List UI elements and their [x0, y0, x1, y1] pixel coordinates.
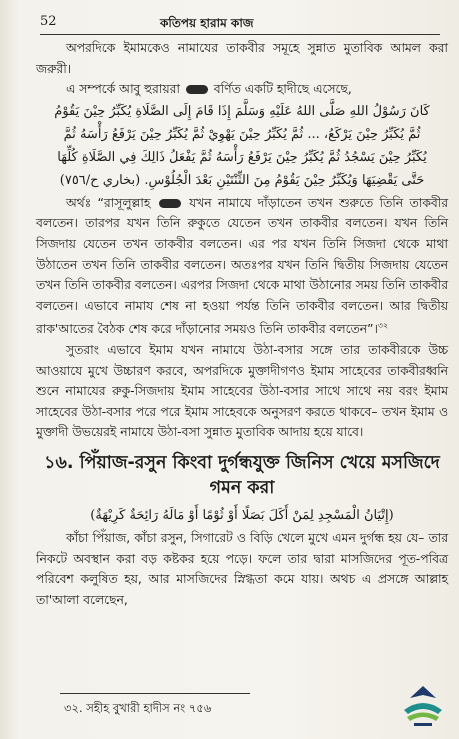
- paragraph-hadith-meaning: [36, 193, 448, 340]
- page-header: [40, 12, 440, 35]
- page-body: [36, 38, 448, 610]
- paragraph-bad-smell: কাঁচা পিঁয়াজ, কাঁচা রসুন, সিগারেট ও বিড়ি খেলে মুখে এমন দুর্গন্ধ হয় যে– তার নিকটে অবস্থান করা বড় কষ্টকর হয়ে পড়ে। ফলে তার দ্বারা মাসজিদের পূত-পবিত্র পরিবেশ কলুষিত হয়, আর মাসজিদের স্নিগ্ধতা কমে যায়। অথচ এ প্রসঙ্গে আল্লাহ তা'আলা বলেছেন,: [36, 531, 448, 607]
- arabic-hadith-line: ثُمَّ يُكَبِّرُ حِيْنَ يَرْكَعُ، ... ثُمَّ يُكَبِّرُ حِيْنَ يَهْوِيْ ثُمَّ يُكَبِّرُ حِيْنَ يَرْفَعُ رَأْسَهُ ثُمَّ: [63, 126, 421, 142]
- footnote-reference: ৩২: [377, 321, 389, 331]
- arabic-section-subtitle: (إِتْيَانُ الْمَسْجِدِ لِمَنْ أَكَلَ بَصَلًا أَوْ ثُوْمًا أَوْ مَالَهُ رَائِحَةٌ كَرِيْهَةٌ): [90, 508, 394, 523]
- section-heading: ১৬. পিঁয়াজ-রসুন কিংবা দুর্গন্ধযুক্ত জিনিস খেয়ে মসজিদে গমন করা: [44, 453, 440, 498]
- meaning-label-text: অর্থঃ “রাসূলুল্লাহ: [66, 195, 151, 210]
- arabic-hadith-line: حَتَّى يَقْضِيَهَا وَيُكَبِّرُ حِيْنَ يَقُوْمُ مِنَ الثِّنْتَيْنِ بَعْدَ الْجُلُوْسِ. (بخاري ح/٧٥٦): [59, 172, 425, 188]
- paragraph-imam-takbir: অপরদিকে ইমামকেও নামাযের তাকবীর সমূহে সুন্নাত মুতাবিক আমল করা জরুরী।: [36, 41, 448, 76]
- publisher-logo-icon: [400, 684, 446, 730]
- arabic-hadith-block: [36, 101, 448, 191]
- radiyallahu-honorific-icon: [186, 85, 208, 94]
- page-number: 52: [40, 14, 57, 29]
- arabic-hadith-line: يُكَبِّرُ حِيْنَ يَسْجُدُ ثُمَّ يُكَبِّرُ حِيْنَ يَرْفَعُ رَأْسَهُ ثُمَّ يَفْعَلُ ذَالِكَ فِي الصَّلَاةِ كُلِّهَا: [57, 149, 427, 165]
- paragraph-hadith-intro: [36, 79, 448, 100]
- sallallahu-honorific-icon: [159, 199, 181, 208]
- meaning-text: যখন নামাযে দাঁড়াতেন তখন শুরুতে তিনি তাকবীর বলতেন। তারপর যখন তিনি রুকুতে যেতেন তখন তাকবীর বলতেন। যখন তিনি সিজদায় যেতেন তখন তাকবীর বলতেন। এর পর যখন তিনি সিজদা থেকে মাথা উঠাতেন তখন তিনি তাকবীর বলতেন। অতঃপর যখন তিনি দ্বিতীয় সিজদায় যেতেন তখন তিনি তাকবীর বলতেন। এরপর সিজদা থেকে মাথা উঠানোর সময় তিনি তাকবীর বলতেন। এভাবে নামায শেষ না হওয়া পর্যন্ত তিনি তাকবীর বলতেন। আর দ্বিতীয় রাক'আতের বৈঠক শেষ করে দাঁড়ানোর সময়ও তিনি তাকবীর বলতেন”।: [36, 195, 449, 337]
- footnote: ৩২. সহীহ বুখারী হাদীস নং ৭৫৬: [64, 701, 212, 715]
- hadith-intro-text: এ সম্পর্কে আবু হুরায়রা: [66, 82, 180, 97]
- paragraph-follow-imam: সুতরাং এভাবে ইমাম যখন নামাযে উঠা-বসার সঙ্গে তার তাকবীরকে উচ্চ আওয়াযে মুখে উচ্চারণ করবে, অপরদিকে মুক্তাদীগণও ইমাম সাহেবের তাকবীরধ্বনি শুনে নামাযের রুকু-সিজদায় ইমাম সাহেবের উঠা-বসার সাথে সাথে নয় বরং ইমাম সাহেবের উঠা-বসার পরে পরে ইমাম সাহেবকে অনুসরণ করতে থাকবে– তখন ইমাম ও মুক্তাদী উভয়েরই নামাযে উঠা-বসা সুন্নাত মুতাবিক আদায় হয়ে যাবে।: [36, 343, 448, 440]
- hadith-intro-text-end: বর্ণিত একটি হাদীছে এসেছে,: [213, 82, 352, 97]
- running-title: কতিপয় হারাম কাজ: [160, 16, 254, 30]
- arabic-hadith-line: كَانَ رَسُوْلُ اللهِ صَلَّى اللهُ عَلَيْهِ وَسَلَّمَ إِذَا قَامَ إِلَى الصَّلَاةِ يُكَبِّرُ حِيْنَ يَقُوْمُ: [54, 103, 430, 119]
- footnote-divider: [60, 693, 250, 694]
